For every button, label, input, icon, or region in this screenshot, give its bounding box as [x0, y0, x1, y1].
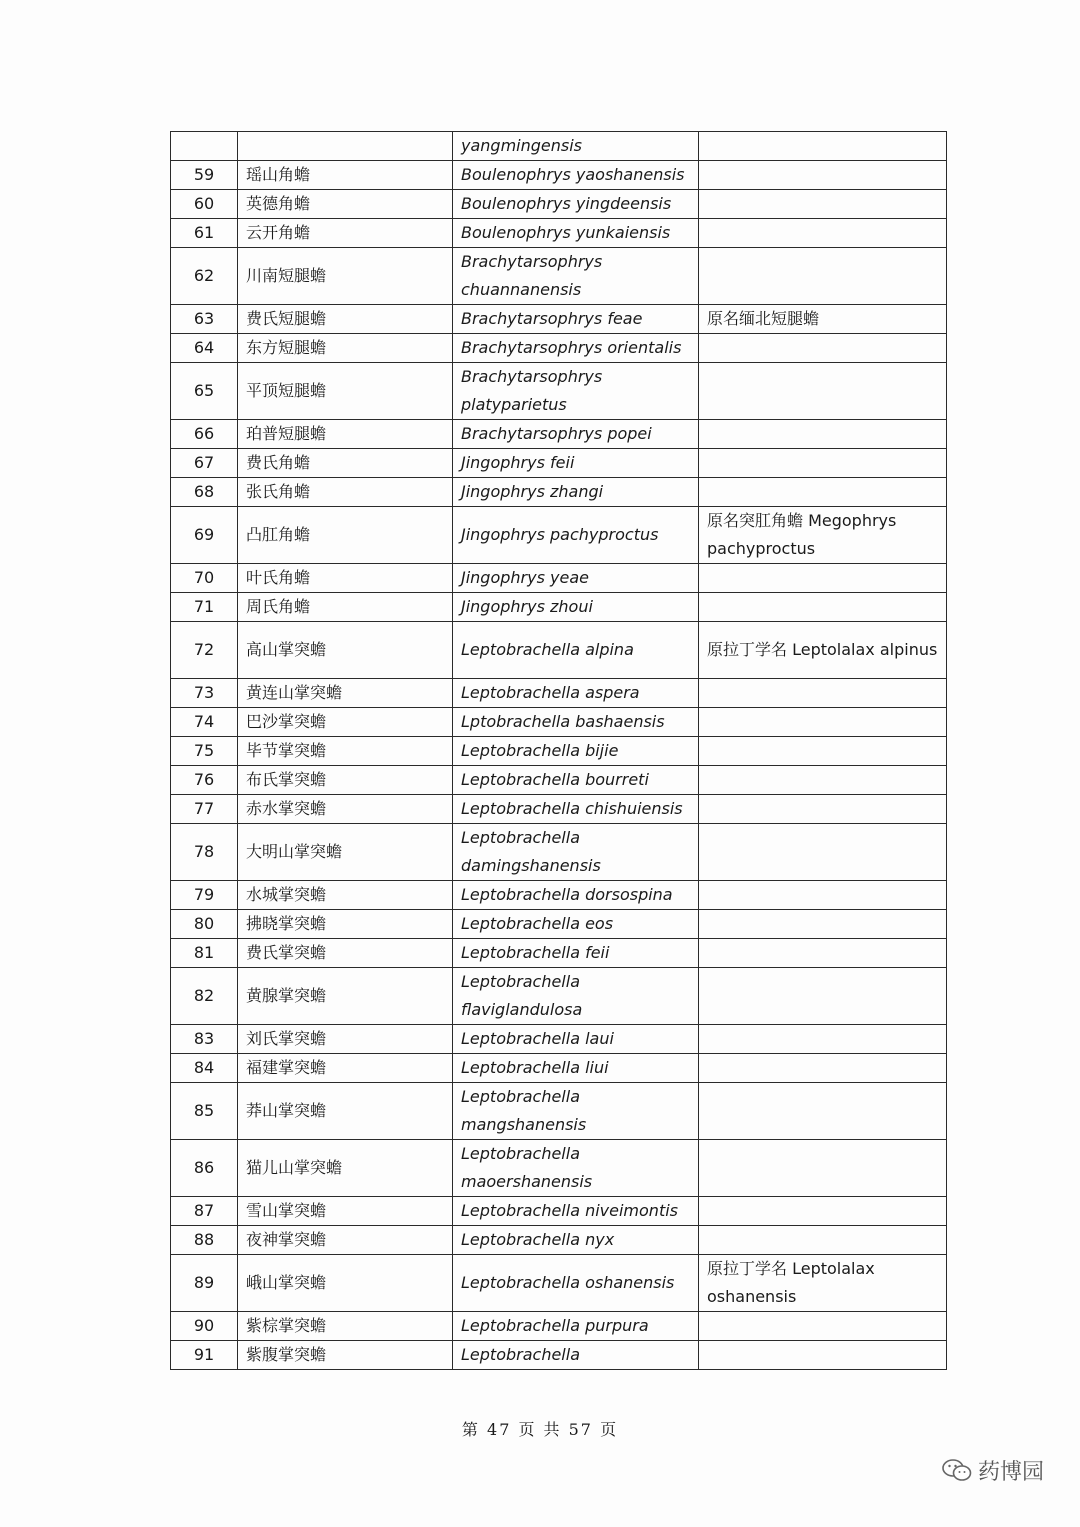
remark	[699, 1341, 947, 1370]
table-row	[171, 708, 947, 737]
remark: 原拉丁学名 Leptolalax oshanensis	[699, 1255, 947, 1312]
table-row	[171, 219, 947, 248]
row-number: 76	[171, 766, 238, 795]
chinese-name: 川南短腿蟾	[238, 248, 453, 305]
table-row	[171, 1341, 947, 1370]
table-row	[171, 363, 947, 420]
chinese-name: 费氏掌突蟾	[238, 939, 453, 968]
remark	[699, 1312, 947, 1341]
table-row	[171, 1054, 947, 1083]
chinese-name: 雪山掌突蟾	[238, 1197, 453, 1226]
table-row	[171, 305, 947, 334]
table-row	[171, 737, 947, 766]
remark	[699, 881, 947, 910]
chinese-name: 赤水掌突蟾	[238, 795, 453, 824]
table-row	[171, 507, 947, 564]
remark	[699, 766, 947, 795]
table-row	[171, 795, 947, 824]
chinese-name: 夜神掌突蟾	[238, 1226, 453, 1255]
table-row	[171, 1197, 947, 1226]
table-row	[171, 593, 947, 622]
chinese-name: 巴沙掌突蟾	[238, 708, 453, 737]
row-number: 90	[171, 1312, 238, 1341]
remark: 原名突肛角蟾 Megophrys pachyproctus	[699, 507, 947, 564]
chinese-name: 张氏角蟾	[238, 478, 453, 507]
table-row	[171, 248, 947, 305]
table-row	[171, 132, 947, 161]
table-row	[171, 1255, 947, 1312]
row-number: 68	[171, 478, 238, 507]
scientific-name: Boulenophrys yunkaiensis	[453, 219, 699, 248]
chinese-name: 莽山掌突蟾	[238, 1083, 453, 1140]
remark	[699, 1226, 947, 1255]
scientific-name: Leptobrachella laui	[453, 1025, 699, 1054]
chinese-name: 紫棕掌突蟾	[238, 1312, 453, 1341]
table-row	[171, 939, 947, 968]
scientific-name: Leptobrachella oshanensis	[453, 1255, 699, 1312]
chinese-name: 刘氏掌突蟾	[238, 1025, 453, 1054]
row-number	[171, 132, 238, 161]
row-number: 84	[171, 1054, 238, 1083]
chinese-name: 拂晓掌突蟾	[238, 910, 453, 939]
scientific-name: Leptobrachella chishuiensis	[453, 795, 699, 824]
table-row	[171, 564, 947, 593]
scientific-name: Boulenophrys yaoshanensis	[453, 161, 699, 190]
row-number: 65	[171, 363, 238, 420]
scientific-name: Leptobrachella eos	[453, 910, 699, 939]
scientific-name: Boulenophrys yingdeensis	[453, 190, 699, 219]
row-number: 86	[171, 1140, 238, 1197]
remark: 原名缅北短腿蟾	[699, 305, 947, 334]
table-row	[171, 1083, 947, 1140]
row-number: 64	[171, 334, 238, 363]
remark	[699, 939, 947, 968]
table-row	[171, 1025, 947, 1054]
scientific-name: Lptobrachella bashaensis	[453, 708, 699, 737]
scientific-name: Leptobrachella purpura	[453, 1312, 699, 1341]
species-table	[170, 131, 947, 1370]
scientific-name: Leptobrachella maoershanensis	[453, 1140, 699, 1197]
row-number: 87	[171, 1197, 238, 1226]
row-number: 70	[171, 564, 238, 593]
row-number: 82	[171, 968, 238, 1025]
row-number: 78	[171, 824, 238, 881]
page-number: 第 47 页 共 57 页	[461, 1420, 619, 1439]
row-number: 67	[171, 449, 238, 478]
table-row	[171, 968, 947, 1025]
remark	[699, 679, 947, 708]
scientific-name: Jingophrys pachyproctus	[453, 507, 699, 564]
chinese-name: 英德角蟾	[238, 190, 453, 219]
table-row	[171, 622, 947, 679]
scientific-name: Brachytarsophrys orientalis	[453, 334, 699, 363]
table-row	[171, 1140, 947, 1197]
row-number: 60	[171, 190, 238, 219]
scientific-name: Brachytarsophrys chuannanensis	[453, 248, 699, 305]
row-number: 71	[171, 593, 238, 622]
table-row	[171, 161, 947, 190]
table-row	[171, 824, 947, 881]
row-number: 88	[171, 1226, 238, 1255]
remark	[699, 1025, 947, 1054]
chinese-name: 平顶短腿蟾	[238, 363, 453, 420]
remark	[699, 1140, 947, 1197]
row-number: 75	[171, 737, 238, 766]
scientific-name: Brachytarsophrys platyparietus	[453, 363, 699, 420]
scientific-name: Leptobrachella aspera	[453, 679, 699, 708]
remark: 原拉丁学名 Leptolalax alpinus	[699, 622, 947, 679]
table-row	[171, 881, 947, 910]
remark	[699, 363, 947, 420]
chinese-name: 猫儿山掌突蟾	[238, 1140, 453, 1197]
chinese-name	[238, 132, 453, 161]
remark	[699, 795, 947, 824]
row-number: 66	[171, 420, 238, 449]
remark	[699, 708, 947, 737]
remark	[699, 593, 947, 622]
scientific-name: Leptobrachella bourreti	[453, 766, 699, 795]
chinese-name: 毕节掌突蟾	[238, 737, 453, 766]
chinese-name: 叶氏角蟾	[238, 564, 453, 593]
table-row	[171, 190, 947, 219]
remark	[699, 824, 947, 881]
remark	[699, 132, 947, 161]
row-number: 61	[171, 219, 238, 248]
remark	[699, 910, 947, 939]
watermark	[942, 1455, 1044, 1486]
chinese-name: 峨山掌突蟾	[238, 1255, 453, 1312]
chinese-name: 黄连山掌突蟾	[238, 679, 453, 708]
chinese-name: 云开角蟾	[238, 219, 453, 248]
remark	[699, 1083, 947, 1140]
chinese-name: 水城掌突蟾	[238, 881, 453, 910]
row-number: 83	[171, 1025, 238, 1054]
watermark-text: 药博园	[977, 1460, 1044, 1485]
scientific-name: Jingophrys feii	[453, 449, 699, 478]
row-number: 91	[171, 1341, 238, 1370]
scientific-name: yangmingensis	[453, 132, 699, 161]
table-row	[171, 420, 947, 449]
scientific-name: Leptobrachella alpina	[453, 622, 699, 679]
remark	[699, 334, 947, 363]
row-number: 81	[171, 939, 238, 968]
row-number: 63	[171, 305, 238, 334]
table-row	[171, 334, 947, 363]
table-row	[171, 1226, 947, 1255]
scientific-name: Leptobrachella flaviglandulosa	[453, 968, 699, 1025]
scientific-name: Leptobrachella mangshanensis	[453, 1083, 699, 1140]
remark	[699, 737, 947, 766]
wechat-icon	[942, 1458, 972, 1484]
scientific-name: Leptobrachella feii	[453, 939, 699, 968]
row-number: 69	[171, 507, 238, 564]
remark	[699, 248, 947, 305]
row-number: 77	[171, 795, 238, 824]
scientific-name: Leptobrachella damingshanensis	[453, 824, 699, 881]
remark	[699, 449, 947, 478]
scientific-name: Jingophrys zhangi	[453, 478, 699, 507]
table-row	[171, 766, 947, 795]
remark	[699, 564, 947, 593]
row-number: 74	[171, 708, 238, 737]
table-row	[171, 679, 947, 708]
chinese-name: 凸肛角蟾	[238, 507, 453, 564]
remark	[699, 1054, 947, 1083]
table-row	[171, 449, 947, 478]
chinese-name: 周氏角蟾	[238, 593, 453, 622]
row-number: 59	[171, 161, 238, 190]
scientific-name: Brachytarsophrys popei	[453, 420, 699, 449]
remark	[699, 420, 947, 449]
scientific-name: Leptobrachella bijie	[453, 737, 699, 766]
row-number: 89	[171, 1255, 238, 1312]
remark	[699, 478, 947, 507]
table-row	[171, 910, 947, 939]
scientific-name: Leptobrachella dorsospina	[453, 881, 699, 910]
row-number: 79	[171, 881, 238, 910]
remark	[699, 968, 947, 1025]
species-table-body	[171, 132, 947, 1370]
remark	[699, 190, 947, 219]
row-number: 85	[171, 1083, 238, 1140]
chinese-name: 高山掌突蟾	[238, 622, 453, 679]
chinese-name: 福建掌突蟾	[238, 1054, 453, 1083]
chinese-name: 瑶山角蟾	[238, 161, 453, 190]
remark	[699, 161, 947, 190]
chinese-name: 大明山掌突蟾	[238, 824, 453, 881]
row-number: 80	[171, 910, 238, 939]
scientific-name: Leptobrachella liui	[453, 1054, 699, 1083]
chinese-name: 费氏角蟾	[238, 449, 453, 478]
remark	[699, 1197, 947, 1226]
scientific-name: Jingophrys yeae	[453, 564, 699, 593]
chinese-name: 费氏短腿蟾	[238, 305, 453, 334]
chinese-name: 珀普短腿蟾	[238, 420, 453, 449]
scientific-name: Brachytarsophrys feae	[453, 305, 699, 334]
table-row	[171, 1312, 947, 1341]
row-number: 73	[171, 679, 238, 708]
chinese-name: 紫腹掌突蟾	[238, 1341, 453, 1370]
table-row	[171, 478, 947, 507]
chinese-name: 黄腺掌突蟾	[238, 968, 453, 1025]
scientific-name: Jingophrys zhoui	[453, 593, 699, 622]
scientific-name: Leptobrachella nyx	[453, 1226, 699, 1255]
scientific-name: Leptobrachella	[453, 1341, 699, 1370]
scientific-name: Leptobrachella niveimontis	[453, 1197, 699, 1226]
row-number: 72	[171, 622, 238, 679]
chinese-name: 布氏掌突蟾	[238, 766, 453, 795]
chinese-name: 东方短腿蟾	[238, 334, 453, 363]
row-number: 62	[171, 248, 238, 305]
remark	[699, 219, 947, 248]
